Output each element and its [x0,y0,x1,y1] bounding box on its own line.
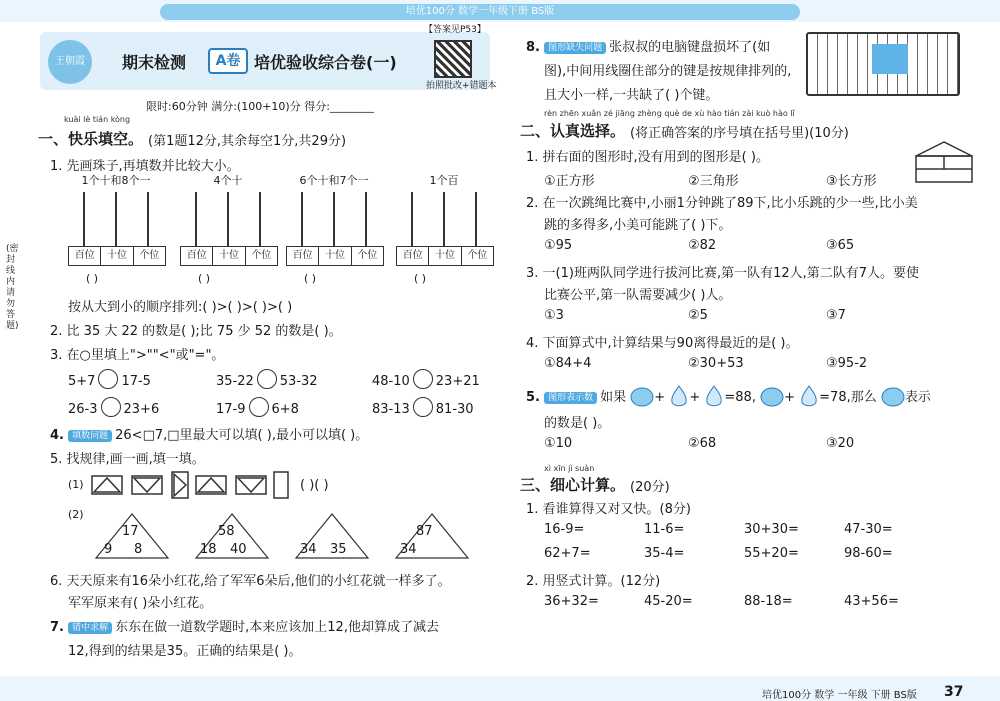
c1-opt1[interactable]: ①正方形 [544,174,595,189]
apple-icon [760,385,784,407]
q7-line2[interactable]: 12,得到的结果是35。正确的结果是( )。 [68,644,302,659]
triangle-top: 87 [416,524,433,539]
side-note: (密封线内请勿答题) [6,244,19,331]
triangle-right: 35 [330,542,347,557]
pear-icon [669,384,689,408]
abacus-answer-2[interactable]: ( ) [198,272,211,285]
qr-code-icon[interactable] [434,40,472,78]
compare-circle [101,397,121,417]
calc-item[interactable]: 11-6= [644,522,685,537]
q2-text[interactable]: 2. 比 35 大 22 的数是( );比 75 少 52 的数是( )。 [50,324,342,339]
c3-line2[interactable]: 比赛公平,第一队需要减少( )人。 [544,288,732,303]
compare-item[interactable]: 17-9 6+8 [216,397,299,417]
compare-circle [98,369,118,389]
qr-caption: 拍照批改+错题本 [426,81,497,91]
calc-item[interactable]: 30+30= [744,522,799,537]
page-number: 37 [944,684,964,700]
abacus-answer-4[interactable]: ( ) [414,272,427,285]
c5-line1: 5. 图形表示数 如果 + + =88, + =78,那么 表示 [526,384,931,408]
abacus-1[interactable]: 1个十和8个一 百位 十位 个位 [68,172,164,272]
section3-desc: (20分) [630,480,670,495]
s2-question: 2. 用竖式计算。(12分) [526,574,661,589]
c4-opt3[interactable]: ③95-2 [826,356,868,371]
c3-line1: 3. 一(1)班两队同学进行拔河比赛,第一队有12人,第二队有7人。要使 [526,266,920,281]
abacus-label: 1个百 [429,174,459,187]
c2-opt2[interactable]: ②82 [688,238,717,253]
c4-opt2[interactable]: ②30+53 [688,356,744,371]
exam-label: 期末检测 [122,53,187,72]
pattern-row1-label: (1) [68,478,84,491]
house-shape-icon [914,140,974,184]
calc-item[interactable]: 98-60= [844,546,893,561]
c2-line1: 2. 在一次跳绳比赛中,小丽1分钟跳了89下,比小乐跳的少一些,比小美 [526,196,918,211]
calc-item[interactable]: 16-9= [544,522,585,537]
c2-opt1[interactable]: ①95 [544,238,573,253]
compare-circle [257,369,277,389]
vertical-calc-item[interactable]: 88-18= [744,594,793,609]
abacus-3[interactable]: 6个十和7个一 百位 十位 个位 [286,172,382,272]
c1-question[interactable]: 1. 拼右面的图形时,没有用到的图形是( )。 [526,150,769,165]
abacus-answer-3[interactable]: ( ) [304,272,317,285]
triangle-right: 8 [134,542,143,557]
vertical-calc-item[interactable]: 36+32= [544,594,599,609]
q7-line1: 7. 错中求解 东东在做一道数学题时,本来应该加上12,他却算成了减去 [50,620,439,635]
triangle-left: 18 [200,542,217,557]
pattern-blanks[interactable]: ( )( ) [300,478,329,493]
triangle-left: 34 [300,542,317,557]
missing-keys-area [872,44,908,74]
abacus-label: 1个十和8个一 [81,174,151,187]
section1-title: 一、快乐填空。 [38,130,144,148]
q3-text: 3. 在○里填上">""<"或"="。 [50,348,225,363]
compare-circle [413,369,433,389]
answer-reference: 【答案见P53】 [424,25,486,35]
compare-circle [413,397,433,417]
compare-item[interactable]: 35-22 53-32 [216,369,318,389]
triangle-right: 40 [230,542,247,557]
triangle-top: 17 [122,524,139,539]
section1-pinyin: kuài lè tián kòng [64,115,131,124]
exam-info: 限时:60分钟 满分:(100+10)分 得分:________ [146,100,374,113]
compare-item[interactable]: 83-13 81-30 [372,397,474,417]
q1-text: 1. 先画珠子,再填数并比较大小。 [50,159,240,174]
s1-question: 1. 看谁算得又对又快。(8分) [526,502,691,517]
vertical-calc-item[interactable]: 43+56= [844,594,899,609]
triangle-left: 9 [104,542,113,557]
c2-line2[interactable]: 跳的多得多,小美可能跳了( )下。 [544,218,732,233]
triangle-top: 58 [218,524,235,539]
q4-text[interactable]: 4. 填数问题 26<□7,□里最大可以填( ),最小可以填( )。 [50,428,369,443]
pear-icon [704,384,724,408]
pear-icon [799,384,819,408]
calc-item[interactable]: 55+20= [744,546,799,561]
calc-item[interactable]: 62+7= [544,546,591,561]
section2-desc: (将正确答案的序号填在括号里)(10分) [630,126,849,141]
abacus-4[interactable]: 1个百 百位 十位 个位 [396,172,492,272]
pattern-row2-label: (2) [68,508,84,521]
shape-pattern-icon [90,470,290,500]
compare-item[interactable]: 48-10 23+21 [372,369,480,389]
q1-order[interactable]: 按从大到小的顺序排列:( )>( )>( )>( ) [68,300,293,315]
c3-opt2[interactable]: ②5 [688,308,708,323]
q5-text: 5. 找规律,画一画,填一填。 [50,452,205,467]
compare-item[interactable]: 26-3 23+6 [68,397,159,417]
section3-pinyin: xì xīn jì suàn [544,464,595,473]
abacus-2[interactable]: 4个十 百位 十位 个位 [180,172,276,272]
c2-opt3[interactable]: ③65 [826,238,855,253]
q6-line2[interactable]: 军军原来有( )朵小红花。 [68,596,213,611]
c1-opt2[interactable]: ②三角形 [688,174,739,189]
top-banner: 培优100分 数学一年级下册 BS版 [160,4,800,20]
c1-opt3[interactable]: ③长方形 [826,174,877,189]
q6-line1: 6. 天天原来有16朵小红花,给了军军6朵后,他们的小红花就一样多了。 [50,574,451,589]
c5-line2[interactable]: 的数是( )。 [544,416,611,431]
apple-icon [630,385,654,407]
logo: 王朝霞 [48,40,92,84]
abacus-label: 4个十 [213,174,243,187]
c3-opt3[interactable]: ③7 [826,308,846,323]
c4-opt1[interactable]: ①84+4 [544,356,592,371]
paper-badge: A卷 [208,48,248,74]
abacus-label: 6个十和7个一 [299,174,369,187]
compare-item[interactable]: 5+7 17-5 [68,369,151,389]
section1-desc: (第1题12分,其余每空1分,共29分) [148,134,347,149]
c5-opt1[interactable]: ①10 [544,436,573,451]
section2-title: 二、认真选择。 [520,122,626,140]
triangle-left: 34 [400,542,417,557]
c4-question[interactable]: 4. 下面算式中,计算结果与90离得最近的是( )。 [526,336,799,351]
section3-title: 三、细心计算。 [520,476,626,494]
c5-opt3[interactable]: ③20 [826,436,855,451]
page-title: 培优验收综合卷(一) [254,53,397,72]
apple-icon [881,385,905,407]
footer-text: 培优100分 数学 一年级 下册 BS版 [762,690,917,701]
q8-line3[interactable]: 且大小一样,一共缺了( )个键。 [544,88,719,103]
vertical-calc-item[interactable]: 45-20= [644,594,693,609]
q8-line1: 8. 图形缺失问题 张叔叔的电脑键盘损坏了(如 [526,40,771,55]
q8-line2: 图),中间用线圈住部分的键是按规律排列的, [544,64,792,79]
compare-circle [249,397,269,417]
abacus-answer-1[interactable]: ( ) [86,272,99,285]
section2-pinyin: rèn zhēn xuǎn zé jiāng zhèng què de xù hào tián zài kuò hào lǐ [544,109,795,118]
c3-opt1[interactable]: ①3 [544,308,564,323]
c5-opt2[interactable]: ②68 [688,436,717,451]
calc-item[interactable]: 35-4= [644,546,685,561]
calc-item[interactable]: 47-30= [844,522,893,537]
